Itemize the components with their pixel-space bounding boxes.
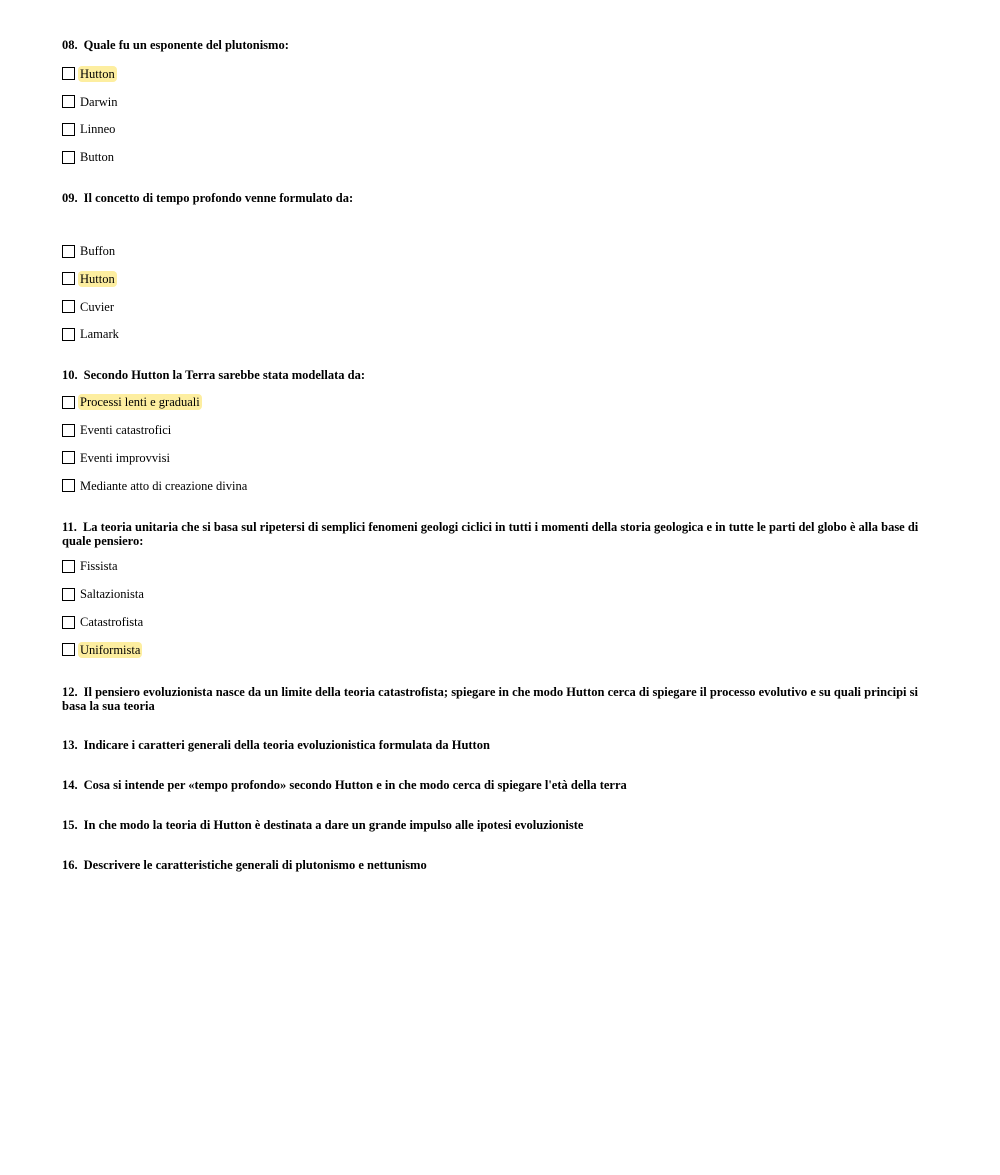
option-label: Hutton <box>80 66 115 81</box>
checkbox[interactable] <box>62 616 75 629</box>
answer-option[interactable] <box>62 444 942 472</box>
question-11 <box>62 520 942 664</box>
answer-options <box>62 553 942 664</box>
answer-options <box>62 60 942 171</box>
answer-option[interactable] <box>62 321 942 349</box>
question-number: 11. <box>62 519 77 534</box>
checkbox[interactable] <box>62 300 75 313</box>
option-label: Cuvier <box>80 299 115 314</box>
question-number: 09. <box>62 191 78 206</box>
answer-option[interactable] <box>62 553 942 581</box>
question-text: 09. Il concetto di tempo profondo venne formulato da: <box>62 191 354 206</box>
option-label: Buffon <box>80 244 116 259</box>
option-label: Processi lenti e graduali <box>80 395 200 410</box>
option-label: Saltazionista <box>80 587 144 602</box>
answer-options <box>62 237 942 348</box>
checkbox[interactable] <box>62 245 75 258</box>
answer-options <box>62 388 942 499</box>
answer-option[interactable] <box>62 472 942 500</box>
checkbox[interactable] <box>62 479 75 492</box>
quiz-page <box>62 35 942 872</box>
answer-option[interactable] <box>62 580 942 608</box>
option-label: Uniformista <box>80 642 141 657</box>
checkbox[interactable] <box>62 67 75 80</box>
question-10 <box>62 368 942 499</box>
option-label: Darwin <box>80 94 118 109</box>
option-label: Eventi improvvisi <box>80 450 170 465</box>
answer-option[interactable] <box>62 116 942 144</box>
answer-option[interactable] <box>62 416 942 444</box>
question-text: 10. Secondo Hutton la Terra sarebbe stata modellata da: <box>62 368 365 383</box>
checkbox[interactable] <box>62 95 75 108</box>
answer-option[interactable] <box>62 388 942 416</box>
option-label: Lamark <box>80 327 119 342</box>
open-question-13: 13. Indicare i caratteri generali della teoria evoluzionistica formulata da Hutton <box>62 737 490 752</box>
checkbox[interactable] <box>62 451 75 464</box>
answer-option[interactable] <box>62 60 942 88</box>
checkbox[interactable] <box>62 151 75 164</box>
option-label: Fissista <box>80 559 118 574</box>
question-number: 10. <box>62 368 78 383</box>
answer-option[interactable] <box>62 88 942 116</box>
question-09 <box>62 191 942 348</box>
question-number: 08. <box>62 38 78 52</box>
option-label: Linneo <box>80 122 116 137</box>
open-question-15: 15. In che modo la teoria di Hutton è destinata a dare un grande impulso alle ipotesi evoluzioniste <box>62 817 584 832</box>
open-question-16: 16. Descrivere le caratteristiche generali di plutonismo e nettunismo <box>62 857 427 872</box>
option-label: Catastrofista <box>80 615 144 630</box>
open-question-12: 12. Il pensiero evoluzionista nasce da un limite della teoria catastrofista; spiegare in che modo Hutton cerca di spiegare il processo evolutivo e su quali principi si basa la sua teoria <box>62 684 918 713</box>
question-text: 08. Quale fu un esponente del plutonismo: <box>62 38 289 52</box>
answer-option[interactable] <box>62 293 942 321</box>
checkbox[interactable] <box>62 560 75 573</box>
checkbox[interactable] <box>62 272 75 285</box>
checkbox[interactable] <box>62 396 75 409</box>
checkbox[interactable] <box>62 123 75 136</box>
question-number: 15. <box>62 817 78 832</box>
question-text: 11. La teoria unitaria che si basa sul ripetersi di semplici fenomeni geologi ciclici in tutti i momenti della storia geologica e in tutte le parti del globo è alla base di quale pensiero: <box>62 519 919 548</box>
question-number: 16. <box>62 857 78 872</box>
option-label: Hutton <box>80 271 115 286</box>
question-number: 14. <box>62 777 78 792</box>
option-label: Mediante atto di creazione divina <box>80 478 248 493</box>
answer-option[interactable] <box>62 143 942 171</box>
answer-option[interactable] <box>62 608 942 636</box>
checkbox[interactable] <box>62 424 75 437</box>
answer-option[interactable] <box>62 237 942 265</box>
option-label: Eventi catastrofici <box>80 423 172 438</box>
checkbox[interactable] <box>62 643 75 656</box>
checkbox[interactable] <box>62 328 75 341</box>
question-number: 12. <box>62 684 78 699</box>
answer-option[interactable] <box>62 265 942 293</box>
option-label: Button <box>80 150 115 165</box>
answer-option[interactable] <box>62 636 942 664</box>
question-08 <box>62 38 942 171</box>
checkbox[interactable] <box>62 588 75 601</box>
question-number: 13. <box>62 737 78 752</box>
open-question-14: 14. Cosa si intende per «tempo profondo» secondo Hutton e in che modo cerca di spiegare l'età della terra <box>62 777 627 792</box>
